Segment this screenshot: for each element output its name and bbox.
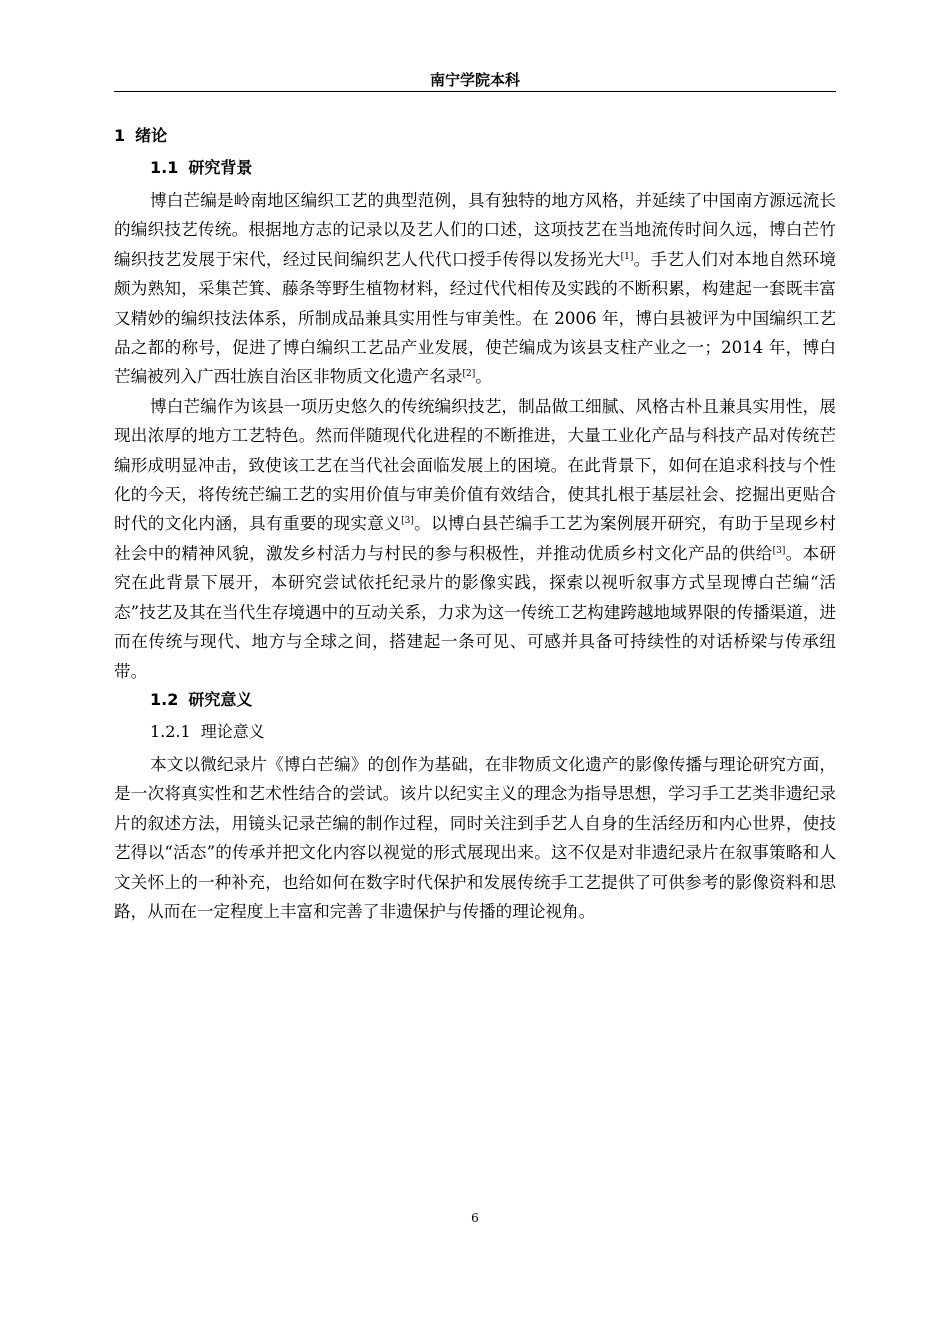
section-title: 研究背景 [188, 158, 253, 177]
citation-ref: [3] [772, 545, 786, 556]
section-heading-1-1 [114, 154, 836, 186]
citation-ref: [3] [401, 516, 414, 527]
chapter-heading [114, 122, 836, 154]
section-title: 研究意义 [188, 689, 253, 709]
paragraph-background-1: 博白芒编是岭南地区编织工艺的典型范例，具有独特的地方风格，并延续了中国南方源远流长的编织技艺传统。根据地方志的记录以及艺人们的口述，这项技艺在当地流传时间久远，博白芒竹编织技艺发展于宋代，经过民间编织艺人代代口授手传得以发扬光大[1]。手艺人们对本地自然环境颇为熟知，采集芒箕、藤条等野生植物材料，经过代代相传及实践的不断积累，构建起一套既丰富又精妙的编织技法体系，所制成品兼具实用性与审美性。在 2006 年，博白县被评为中国编织工艺品之都的称号，促进了博白编织工艺品产业发展，使芒编成为该县支柱产业之一；2014 年，博白芒编被列入广西壮族自治区非物质文化遗产名录[2]。 [114, 191, 837, 387]
subsection-number: 1.2.1 [150, 721, 191, 741]
page-body [114, 122, 836, 926]
section-number: 1.2 [150, 689, 179, 709]
page-number: 6 [471, 1211, 479, 1225]
paragraph-background-2: 博白芒编作为该县一项历史悠久的传统编织技艺，制品做工细腻、风格古朴且兼具实用性，展现出浓厚的地方工艺特色。然而伴随现代化进程的不断推进，大量工业化产品与科技产品对传统芒编形成明显冲击，致使该工艺在当代社会面临发展上的困境。在此背景下，如何在追求科技与个性化的今天，将传统芒编工艺的实用价值与审美价值有效结合，使其扎根于基层社会、挖掘出更贴合时代的文化内涵，具有重要的现实意义[3]。以博白县芒编手工艺为案例展开研究，有助于呈现乡村社会中的精神风貌，激发乡村活力与村民的参与积极性，并推动优质乡村文化产品的供给[3]。本研究在此背景下展开，本研究尝试依托纪录片的影像实践，探索以视听叙事方式呈现博白芒编“活态”技艺及其在当代生存境遇中的互动关系，力求为这一传统工艺构建跨越地域界限的传播渠道，进而在传统与现代、地方与全球之间，搭建起一条可见、可感并具备可持续性的对话桥梁与传承纽带。 [114, 396, 837, 681]
subsection-title: 理论意义 [200, 721, 265, 741]
chapter-number: 1 [114, 126, 126, 145]
subsection-heading-1-2-1 [114, 718, 836, 750]
citation-ref: [2] [462, 369, 476, 380]
header-rule [114, 91, 836, 92]
paragraph-theoretical-significance: 本文以微纪录片《博白芒编》的创作为基础，在非物质文化遗产的影像传播与理论研究方面，是一次将真实性和艺术性结合的尝试。该片以纪实主义的理念为指导思想，学习手工艺类非遗纪录片的叙述方法，用镜头记录芒编的制作过程，同时关注到手艺人自身的生活经历和内心世界，使技艺得以“活态”的传承并把文化内容以视觉的形式展现出来。这不仅是对非遗纪录片在叙事策略和人文关怀上的一种补充，也给如何在数字时代保护和发展传统手工艺提供了可供参考的影像资料和思路，从而在一定程度上丰富和完善了非遗保护与传播的理论视角。 [114, 754, 836, 921]
section-heading-1-2 [114, 686, 836, 718]
chapter-title: 绪论 [135, 126, 168, 145]
section-number: 1.1 [150, 158, 179, 177]
citation-ref: [1] [620, 251, 634, 262]
running-header: 南宁学院本科 [429, 71, 520, 89]
